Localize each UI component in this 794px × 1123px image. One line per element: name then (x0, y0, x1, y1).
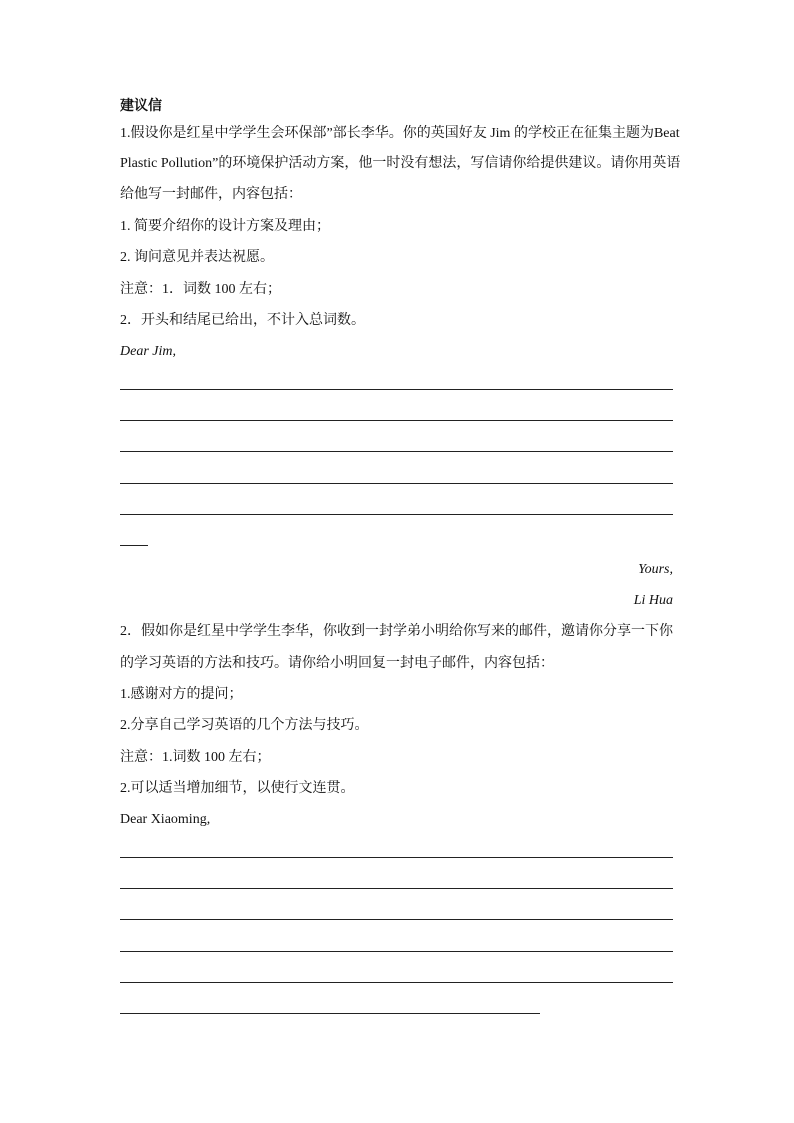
document-title: 建议信 (120, 99, 162, 114)
task2-prompt-line1: 2．假如你是红星中学学生李华，你收到一封学弟小明给你写来的邮件，邀请你分享一下你 (120, 624, 673, 639)
task2-note1: 注意：1.词数 100 左右； (120, 750, 271, 765)
answer-line[interactable] (120, 389, 673, 390)
task1-prompt-line2: Plastic Pollution”的环境保护活动方案，他一时没有想法，写信请你给提供建议。请你用英语 (120, 156, 681, 171)
task2-point2: 2.分享自己学习英语的几个方法与技巧。 (120, 718, 369, 733)
task1-prompt-line1: 1.假设你是红星中学学生会环保部”部长李华。你的英国好友 Jim 的学校正在征集主题为Beat (120, 126, 680, 141)
task1-point2: 2. 询问意见并表达祝愿。 (120, 250, 274, 265)
answer-line[interactable] (120, 451, 673, 452)
task1-greeting: Dear Jim, (120, 344, 176, 359)
answer-line-short[interactable] (120, 545, 148, 546)
task1-prompt-line3: 给他写一封邮件，内容包括： (120, 187, 302, 202)
answer-line[interactable] (120, 888, 673, 889)
task2-prompt-line2: 的学习英语的方法和技巧。请你给小明回复一封电子邮件，内容包括： (120, 656, 554, 671)
answer-line[interactable] (120, 982, 673, 983)
answer-line[interactable] (120, 420, 673, 421)
answer-line[interactable] (120, 514, 673, 515)
task1-signature: Li Hua (633, 593, 673, 608)
answer-line[interactable] (120, 857, 673, 858)
task1-closing: Yours, (638, 562, 673, 577)
answer-line[interactable] (120, 919, 673, 920)
task1-note1: 注意：1．词数 100 左右； (120, 282, 281, 297)
answer-line-partial[interactable] (120, 1013, 540, 1014)
task2-greeting: Dear Xiaoming, (120, 812, 211, 827)
task2-point1: 1.感谢对方的提问； (120, 687, 243, 702)
task1-point1: 1. 简要介绍你的设计方案及理由； (120, 219, 330, 234)
task1-note2: 2．开头和结尾已给出，不计入总词数。 (120, 313, 365, 328)
task2-note2: 2.可以适当增加细节，以使行文连贯。 (120, 781, 355, 796)
answer-line[interactable] (120, 483, 673, 484)
answer-line[interactable] (120, 951, 673, 952)
